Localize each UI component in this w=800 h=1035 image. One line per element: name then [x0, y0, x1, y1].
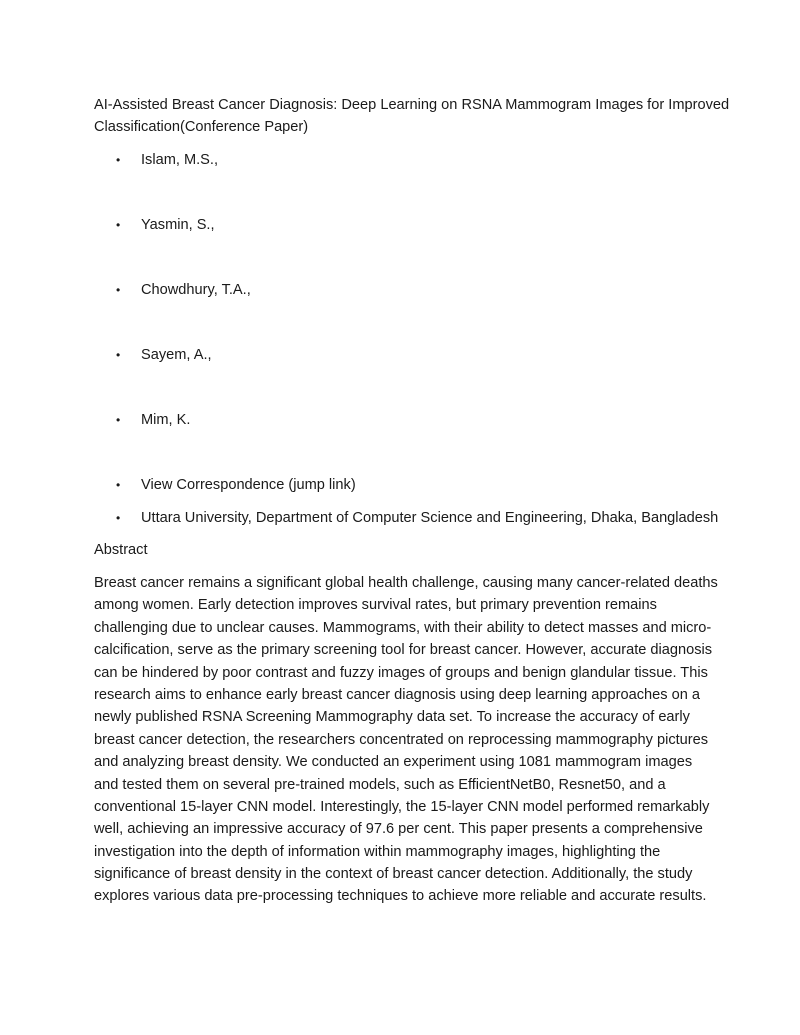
author-name: Sayem, A.,: [141, 347, 212, 363]
author-item: [116, 214, 215, 236]
paper-title-line-1: AI-Assisted Breast Cancer Diagnosis: Deep Learning on RSNA Mammogram Images for Improved: [94, 97, 730, 113]
author-name: Mim, K.: [141, 412, 191, 428]
abstract-line: breast cancer detection, the researchers concentrated on reprocessing mammography pictures: [94, 731, 709, 748]
abstract-line: and tested them on several pre-trained models, such as EfficientNetB0, Resnet50, and a: [94, 776, 666, 793]
abstract-line: significance of breast density in the context of breast cancer detection. Additionally, the study: [94, 866, 693, 883]
author-item: [116, 409, 190, 431]
affiliation-text: Uttara University, Department of Computer Science and Engineering, Dhaka, Bangladesh: [141, 510, 719, 526]
bullet-icon: •: [116, 348, 121, 362]
abstract-line: Breast cancer remains a significant global health challenge, causing many cancer-related deaths: [94, 575, 718, 591]
abstract-line: can be hindered by poor contrast and fuzzy images of groups and benign glandular tissue. This: [94, 664, 708, 681]
paper-title-line-2: Classification(Conference Paper): [94, 119, 309, 135]
correspondence-item[interactable]: [116, 474, 356, 496]
paper-title: [94, 94, 734, 138]
affiliation-item: [116, 507, 718, 529]
abstract-body: [94, 572, 718, 908]
abstract-line: well, achieving an impressive accuracy of 97.6 per cent. This paper presents a comprehensive: [94, 821, 703, 838]
abstract-line: research aims to enhance early breast cancer diagnosis using deep learning approaches on a: [94, 686, 701, 703]
bullet-icon: •: [116, 218, 121, 232]
author-item: [116, 149, 218, 171]
author-item: [116, 279, 251, 301]
author-item: [116, 344, 212, 366]
author-name: Yasmin, S.,: [141, 217, 215, 233]
author-name: Chowdhury, T.A.,: [141, 282, 251, 298]
bullet-icon: •: [116, 283, 121, 297]
abstract-line: and analyzing breast density. We conducted an experiment using 1081 mammogram images: [94, 754, 693, 771]
view-correspondence-link[interactable]: View Correspondence (jump link): [141, 477, 356, 493]
bullet-icon: •: [116, 478, 121, 492]
abstract-line: conventional 15-layer CNN model. Interestingly, the 15-layer CNN model performed remarkably: [94, 798, 710, 815]
abstract-line: explores various data pre-processing techniques to achieve more reliable and accurate results.: [94, 888, 707, 905]
abstract-line: newly published RSNA Screening Mammography data set. To increase the accuracy of early: [94, 709, 690, 726]
abstract-heading: Abstract: [94, 542, 148, 558]
bullet-icon: •: [116, 153, 121, 167]
abstract-line: among women. Early detection improves survival rates, but primary prevention remains: [94, 597, 657, 614]
bullet-icon: •: [116, 511, 121, 525]
abstract-line: challenging due to unclear causes. Mammograms, with their ability to detect masses and micro-: [94, 619, 712, 636]
abstract-line: calcification, serve as the primary screening tool for breast cancer. However, accurate diagnosis: [94, 642, 713, 659]
bullet-icon: •: [116, 413, 121, 427]
author-name: Islam, M.S.,: [141, 152, 219, 168]
abstract-line: investigation into the depth of information within mammography images, highlighting the: [94, 843, 661, 860]
